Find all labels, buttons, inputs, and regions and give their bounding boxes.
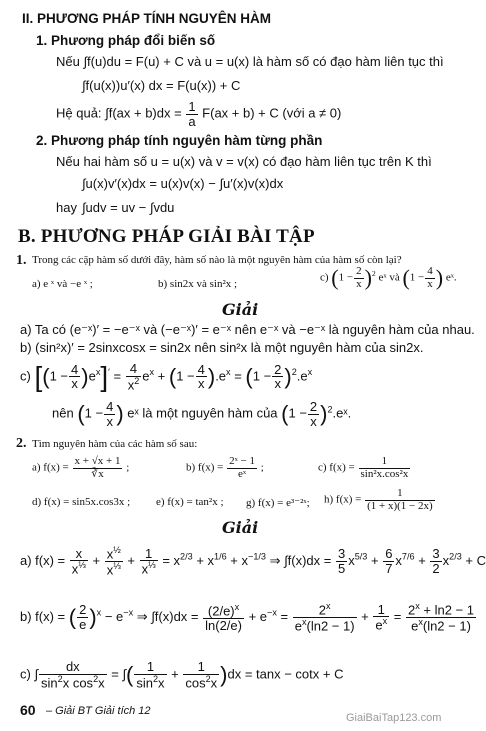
corollary-lhs: Hệ quả: ∫f(ax + b)dx = bbox=[56, 105, 182, 121]
q1c-mid: eˣ và bbox=[378, 271, 400, 284]
corollary-rhs: F(ax + b) + C (với a ≠ 0) bbox=[202, 105, 342, 121]
solution-heading: Giải bbox=[222, 300, 259, 319]
method2-hay: hay bbox=[56, 200, 77, 215]
q2-d: d) f(x) = sin5x.cos3x ; bbox=[32, 496, 131, 508]
nen: nên bbox=[52, 405, 74, 421]
method1-title: 1. Phương pháp đổi biến số bbox=[36, 33, 216, 48]
q2a-num: x + √x + 1 bbox=[74, 455, 121, 467]
q2-e: e) f(x) = tan²x ; bbox=[156, 496, 224, 508]
answer2-b: b) f(x) = ( $\frac{2}{e}$ )$^x - e^{-x}$ ⇒ ∫f(x)dx = $\frac{(2/e)^x}{\ln(2/e)}$ + $e^{-x}$ = $\frac{2^x}{e^x(\ln 2 - 1)}$ + $\frac{1}{e^x}$ = $\frac{2^x + \ln 2 - 1}{e^x(\ln 2 - 1)}$ bbox=[20, 601, 474, 634]
method2-formula: ∫u(x)v′(x)dx = u(x)v(x) − ∫u′(x)v(x)dx bbox=[82, 176, 284, 191]
method2-title: 2. Phương pháp tính nguyên hàm từng phần bbox=[36, 133, 323, 148]
q2-h bbox=[324, 488, 436, 512]
q2-g: g) f(x) = e³⁻²ˣ; bbox=[246, 497, 310, 509]
page-number: 60 bbox=[20, 702, 36, 718]
bracket: [ bbox=[34, 360, 43, 392]
method1-line1: Nếu ∫f(u)du = F(u) + C và u = u(x) là hàm số có đạo hàm liên tục thì bbox=[56, 54, 444, 69]
q1c-end: eˣ. bbox=[445, 271, 457, 284]
q2h-num: 1 bbox=[365, 488, 435, 501]
corollary-fraction bbox=[186, 100, 197, 128]
q1-option-a: a) e ˣ và −e ˣ ; bbox=[32, 278, 93, 290]
solution-heading-2: Giải bbox=[222, 518, 259, 537]
answer1-c-conclusion: nên (1 − $\frac{4}{x}$ ) eˣ là một nguyên hàm của (1 − $\frac{2}{x}$ )$^2$.eˣ. bbox=[52, 399, 352, 429]
q2c-den: sin²x.cos²x bbox=[360, 467, 409, 480]
nen-end: .eˣ. bbox=[332, 405, 352, 421]
section-title: II. PHƯƠNG PHÁP TÍNH NGUYÊN HÀM bbox=[22, 11, 271, 26]
watermark: GiaiBaiTap123.com bbox=[346, 712, 442, 724]
q2c-num: 1 bbox=[359, 456, 411, 469]
frac-den: a bbox=[188, 113, 196, 129]
q2b-label: b) f(x) = bbox=[186, 461, 224, 474]
section-b-title: B. PHƯƠNG PHÁP GIẢI BÀI TẬP bbox=[18, 226, 315, 247]
answer2-a: a) f(x) = $\frac{x}{x^{\frac{1}{3}}}$ + $\frac{x^{\frac{1}{2}}}{x^{\frac{1}{3}}}$ + $\frac{1}{x^{\frac{1}{3}}}$ = $x^{2/3} + x^{1/6} + x^{-1/3}$ ⇒ ∫f(x)dx = $\frac{3}{5}$ $x^{5/3}$ + $\frac{6}{7}$ $x^{7/6}$ + $\frac{3}{2}$ $x^{2/3} + C$ bbox=[20, 545, 486, 578]
q2-b: b) f(x) = $\frac{\text{2ˣ − 1}}{\text{eˣ}}$ ; bbox=[186, 455, 264, 480]
q2-text: Tìm nguyên hàm của các hàm số sau: bbox=[32, 438, 198, 450]
answer1-a: a) Ta có (e⁻ˣ)′ = −e⁻ˣ và (−e⁻ˣ)′ = e⁻ˣ nên e⁻ˣ và −e⁻ˣ là nguyên hàm của nhau. bbox=[20, 322, 475, 337]
book-title: – Giải BT Giải tích 12 bbox=[46, 705, 151, 717]
paren: ) bbox=[435, 265, 444, 291]
q1c-label: c) bbox=[320, 271, 329, 284]
answer1-c: c) [(1 − $\frac{4}{x}$ )$e^x]'$ = $\frac{4}{x^2}$ $e^x + (1$ − $\frac{4}{x}$ )$.e^x = (1$ − $\frac{2}{x}$ )$^2.e^x$ bbox=[20, 360, 313, 392]
paren: ( bbox=[402, 265, 410, 291]
answer1-b: b) (sin²x)′ = 2sinxcosx = sin2x nên sin²x là một nguyên hàm của sin2x. bbox=[20, 340, 424, 355]
answer2-c: c) ∫ $\frac{dx}{\sin^2x \cos^2x}$ = ∫( $\frac{1}{\sin^2x}$ + $\frac{1}{\cos^2x}$ )dx = tanx − cotx + C bbox=[20, 659, 344, 690]
method2-line1: Nếu hai hàm số u = u(x) và v = v(x) có đạo hàm liên tục trên K thì bbox=[56, 154, 432, 169]
q2-a: a) f(x) = $\frac{x + √x + 1}{∛x}$ ; bbox=[32, 455, 130, 480]
q2b-den: eˣ bbox=[238, 467, 247, 480]
q1-number: 1. bbox=[16, 253, 27, 268]
a2a-label: a) f(x) = bbox=[20, 552, 66, 568]
nen-mid: eˣ là một nguyên hàm của bbox=[127, 405, 278, 421]
method1-corollary bbox=[56, 100, 341, 128]
q2-c bbox=[318, 456, 411, 480]
q2c-label: c) f(x) = bbox=[318, 461, 355, 474]
paren: ( bbox=[331, 265, 339, 291]
q2b-num: 2ˣ − 1 bbox=[229, 455, 255, 467]
q2-number: 2. bbox=[16, 436, 27, 451]
q2a-den: ∛x bbox=[91, 467, 104, 480]
method1-formula: ∫f(u(x))u′(x) dx = F(u(x)) + C bbox=[82, 78, 241, 93]
paren: ) bbox=[364, 265, 372, 291]
a1c-label: c) bbox=[20, 368, 31, 384]
q2h-label: h) f(x) = bbox=[324, 493, 362, 506]
a2b-label: b) f(x) = bbox=[20, 608, 66, 624]
q1-option-c: c) (1 − $\frac{2}{x}$ )$^2$ eˣ và (1 − $\frac{4}{x}$ ) eˣ. bbox=[320, 265, 457, 291]
q1-text: Trong các cặp hàm số dưới đây, hàm số nào là một nguyên hàm của hàm số còn lại? bbox=[32, 254, 402, 266]
q1-option-b: b) sin2x và sin²x ; bbox=[158, 278, 238, 290]
a2c-label: c) bbox=[20, 666, 31, 682]
q2h-den: (1 + x)(1 − 2x) bbox=[367, 499, 433, 512]
q2a-label: a) f(x) = bbox=[32, 461, 69, 474]
frac-num: 1 bbox=[188, 99, 196, 114]
method2-formula2: ∫udv = uv − ∫vdu bbox=[82, 200, 175, 215]
